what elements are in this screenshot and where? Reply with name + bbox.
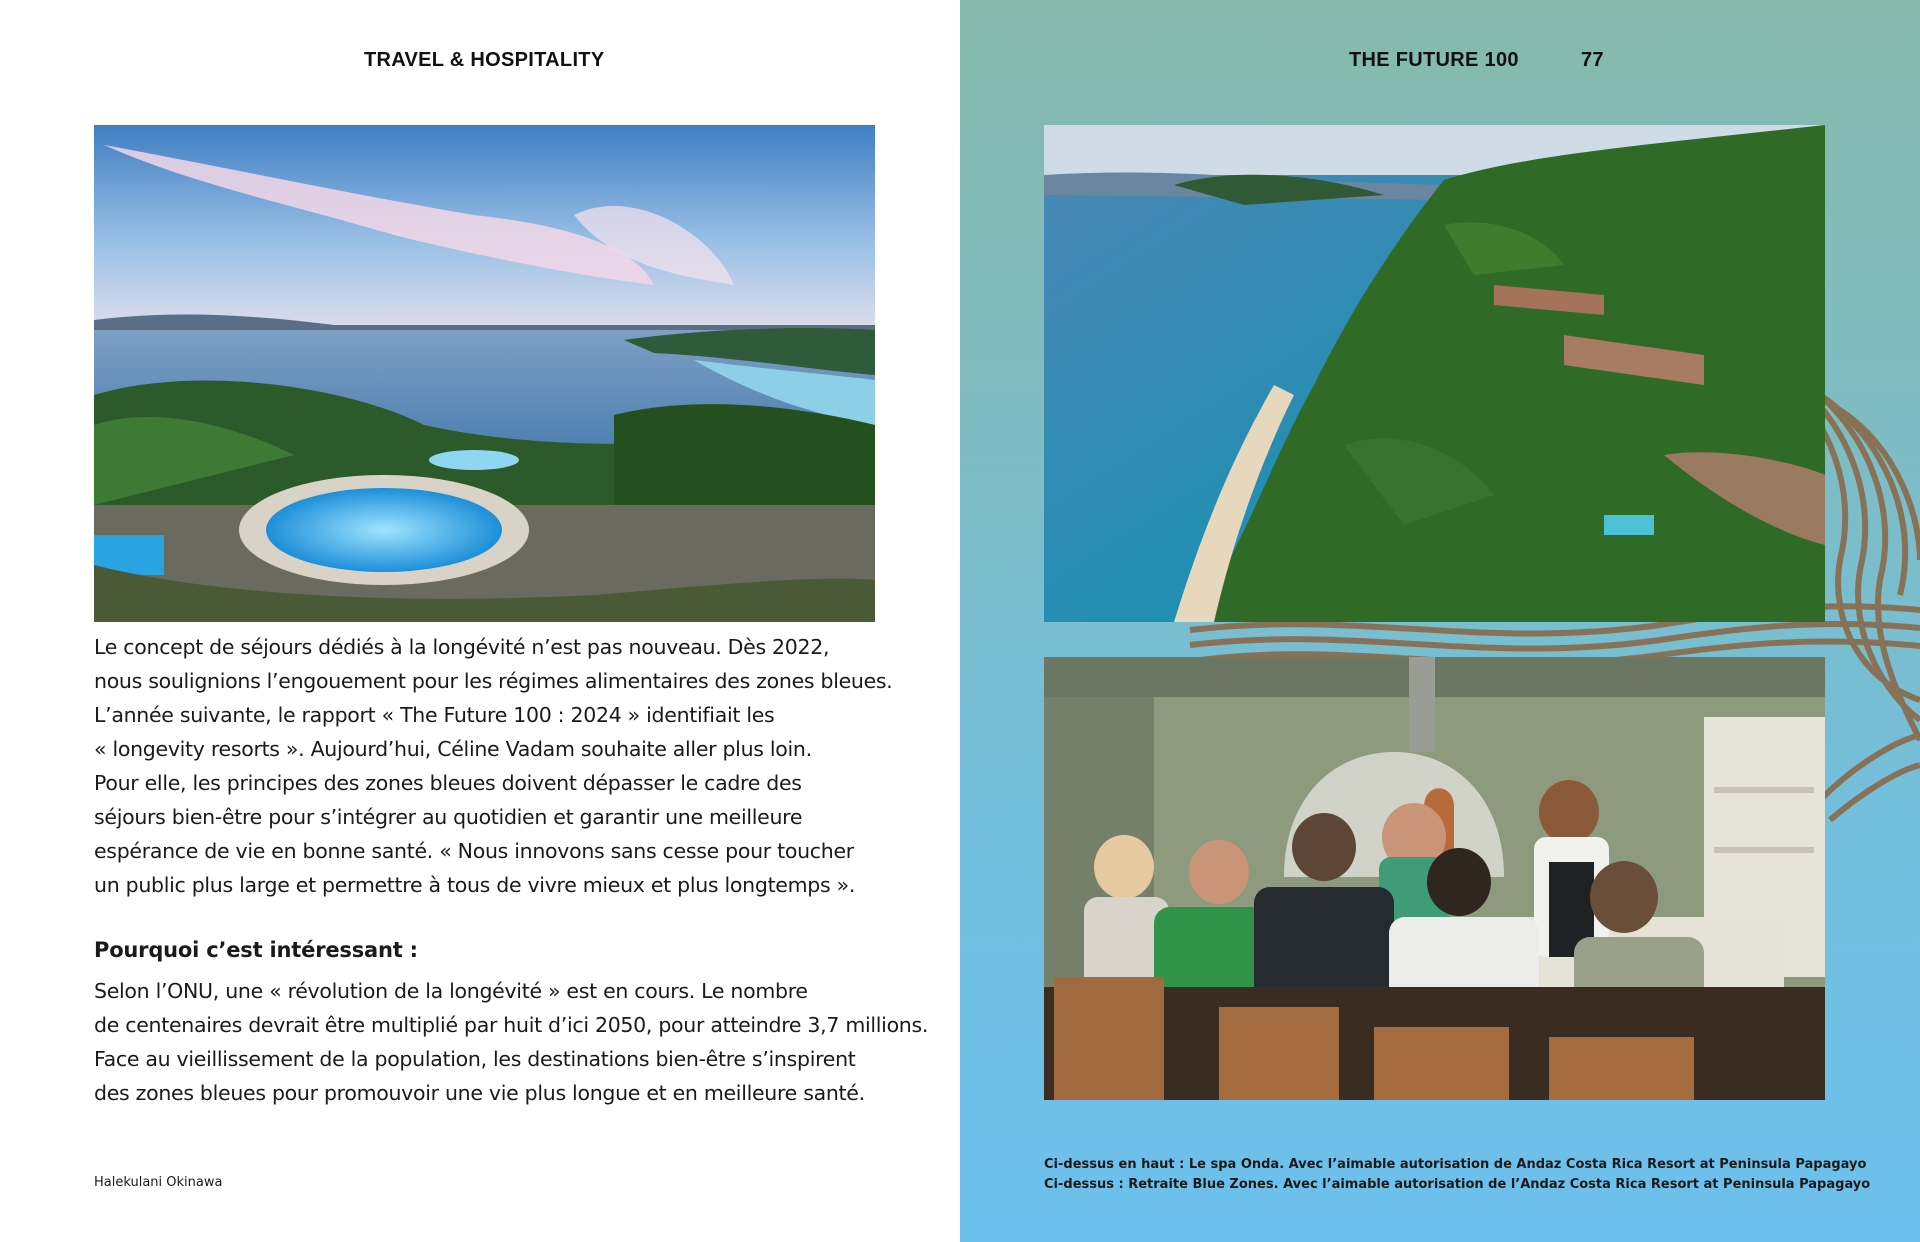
text-line: des zones bleues pour promouvoir une vie plus longue et en meilleure santé. [94, 1081, 865, 1105]
text-line: Selon l’ONU, une « révolution de la longévité » est en cours. Le nombre [94, 979, 808, 1003]
text-line: de centenaires devrait être multiplié par huit d’ici 2050, pour atteindre 3,7 millions. [94, 1013, 929, 1037]
text-line: espérance de vie en bonne santé. « Nous innovons sans cesse pour toucher [94, 839, 854, 863]
caption-line: Ci-dessus en haut : Le spa Onda. Avec l’aimable autorisation de Andaz Costa Rica Resort at Peninsula Papagayo [1044, 1157, 1867, 1172]
text-line: « longevity resorts ». Aujourd’hui, Céline Vadam souhaite aller plus loin. [94, 737, 812, 761]
coastal-resort-aerial-photo [1044, 125, 1825, 622]
right-page [960, 0, 1920, 1242]
photo-caption: Halekulani Okinawa [94, 1175, 223, 1190]
text-line: Le concept de séjours dédiés à la longévité n’est pas nouveau. Dès 2022, [94, 635, 830, 659]
text-line: un public plus large et permettre à tous de vivre mieux et plus longtemps ». [94, 873, 856, 897]
subheading: Pourquoi c’est intéressant : [94, 938, 418, 962]
section-header: TRAVEL & HOSPITALITY [364, 49, 605, 71]
report-header: THE FUTURE 100 [1349, 49, 1519, 71]
text-line: Pour elle, les principes des zones bleues doivent dépasser le cadre des [94, 771, 802, 795]
why-paragraph [94, 974, 929, 1110]
photo-credits [1044, 1155, 1870, 1195]
page-number: 77 [1581, 49, 1604, 71]
text-line: séjours bien-être pour s’intégrer au quotidien et garantir une meilleure [94, 805, 803, 829]
text-line: L’année suivante, le rapport « The Future 100 : 2024 » identifiait les [94, 703, 775, 727]
cooking-class-photo [1044, 657, 1825, 1100]
text-line: Face au vieillissement de la population, les destinations bien-être s’inspirent [94, 1047, 856, 1071]
intro-paragraph [94, 630, 893, 902]
caption-line: Ci-dessus : Retraite Blue Zones. Avec l’aimable autorisation de l’Andaz Costa Rica Resort at Peninsula Papagayo [1044, 1177, 1871, 1192]
resort-pool-photo [94, 125, 875, 622]
text-line: nous soulignions l’engouement pour les régimes alimentaires des zones bleues. [94, 669, 893, 693]
